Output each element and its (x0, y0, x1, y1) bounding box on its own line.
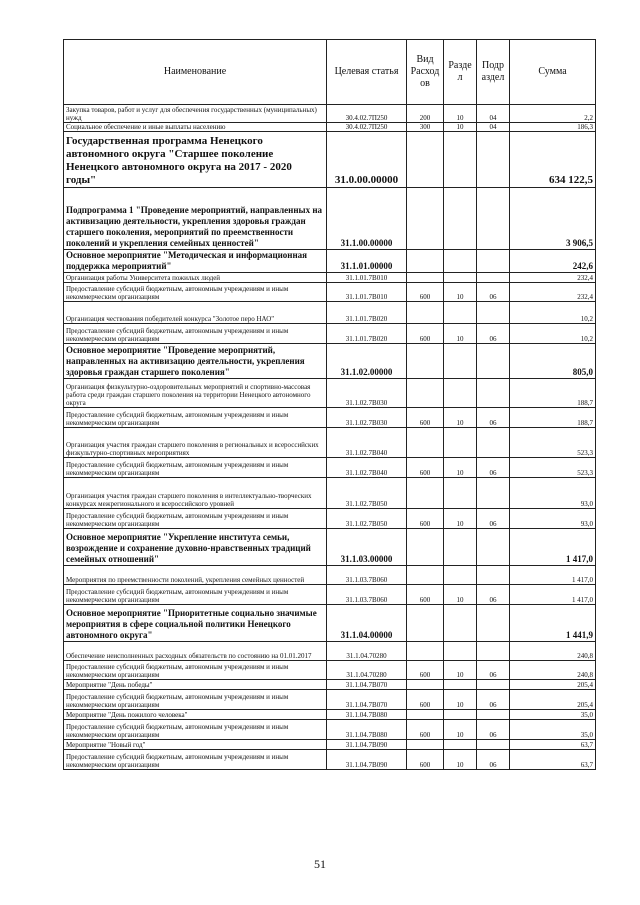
cell-code: 31.1.02.7В050 (327, 478, 407, 509)
table-row (64, 690, 596, 710)
cell-razd: 10 (444, 458, 477, 478)
table-row (64, 585, 596, 605)
cell-sum: 2,2 (510, 105, 596, 123)
cell-sum: 242,6 (510, 250, 596, 273)
cell-podr (477, 680, 510, 690)
cell-razd: 10 (444, 408, 477, 428)
cell-vid: 600 (407, 509, 444, 529)
cell-razd: 10 (444, 720, 477, 740)
cell-vid (407, 642, 444, 661)
table-row (64, 740, 596, 750)
table-row (64, 344, 596, 379)
cell-sum: 240,8 (510, 661, 596, 680)
cell-name: Организация физкультурно-оздоровительных мероприятий и спортивно-массовая работа среди граждан старшего поколения на территории Ненецкого автономного округа (64, 379, 327, 408)
cell-vid (407, 529, 444, 566)
table-row (64, 428, 596, 458)
cell-vid: 600 (407, 283, 444, 302)
cell-sum: 63,7 (510, 750, 596, 770)
cell-name: Мероприятие "Новый год" (64, 740, 327, 750)
cell-sum: 186,3 (510, 123, 596, 132)
cell-razd (444, 379, 477, 408)
cell-name: Подпрограмма 1 "Проведение мероприятий, направленных на активизацию деятельности, укрепления здоровья граждан старшего поколения, мероприятий по преемственности поколений и укрепления семейных ценностей" (64, 188, 327, 250)
cell-code: 31.1.04.7В070 (327, 690, 407, 710)
cell-vid: 600 (407, 750, 444, 770)
cell-vid: 300 (407, 123, 444, 132)
table-row (64, 273, 596, 283)
cell-name: Государственная программа Ненецкого автономного округа "Старшее поколение Ненецкого автономного округа на 2017 - 2020 годы" (64, 132, 327, 188)
cell-razd (444, 478, 477, 509)
header-name: Наименование (64, 40, 327, 105)
cell-code: 31.1.02.00000 (327, 344, 407, 379)
cell-code: 31.1.03.7В060 (327, 585, 407, 605)
cell-vid (407, 188, 444, 250)
cell-code: 31.1.04.7В070 (327, 680, 407, 690)
cell-sum: 93,0 (510, 478, 596, 509)
table-row (64, 509, 596, 529)
cell-name: Основное мероприятие "Методическая и информационная поддержка мероприятий" (64, 250, 327, 273)
cell-razd (444, 529, 477, 566)
cell-vid (407, 566, 444, 585)
budget-table (63, 39, 596, 770)
table-row (64, 283, 596, 302)
cell-podr: 06 (477, 661, 510, 680)
cell-sum: 232,4 (510, 283, 596, 302)
cell-name: Закупка товаров, работ и услуг для обеспечения государственных (муниципальных) нужд (64, 105, 327, 123)
cell-name: Мероприятия по преемственности поколений, укрепления семейных ценностей (64, 566, 327, 585)
cell-sum: 1 417,0 (510, 566, 596, 585)
cell-code: 31.0.00.00000 (327, 132, 407, 188)
cell-razd: 10 (444, 324, 477, 344)
cell-name: Мероприятие "День пожилого человека" (64, 710, 327, 720)
cell-razd (444, 344, 477, 379)
cell-podr: 06 (477, 750, 510, 770)
cell-sum: 188,7 (510, 408, 596, 428)
cell-name: Предоставление субсидий бюджетным, автономным учреждениям и иным некоммерческим организациям (64, 661, 327, 680)
cell-vid (407, 302, 444, 324)
cell-vid (407, 379, 444, 408)
cell-sum: 232,4 (510, 273, 596, 283)
cell-name: Предоставление субсидий бюджетным, автономным учреждениям и иным некоммерческим организациям (64, 458, 327, 478)
table-row (64, 379, 596, 408)
cell-podr: 06 (477, 283, 510, 302)
cell-podr (477, 132, 510, 188)
cell-vid: 600 (407, 324, 444, 344)
cell-razd: 10 (444, 509, 477, 529)
cell-vid: 600 (407, 585, 444, 605)
cell-code: 31.1.04.70280 (327, 642, 407, 661)
cell-podr (477, 188, 510, 250)
cell-podr (477, 379, 510, 408)
cell-name: Организация чествования победителей конкурса "Золотое перо НАО" (64, 302, 327, 324)
cell-sum: 1 417,0 (510, 529, 596, 566)
cell-code: 31.1.02.7В030 (327, 408, 407, 428)
cell-name: Предоставление субсидий бюджетным, автономным учреждениям и иным некоммерческим организациям (64, 408, 327, 428)
header-sum: Сумма (510, 40, 596, 105)
cell-razd (444, 273, 477, 283)
cell-podr (477, 344, 510, 379)
cell-razd: 10 (444, 585, 477, 605)
cell-code: 30.4.02.7П250 (327, 105, 407, 123)
header-code: Целевая статья (327, 40, 407, 105)
cell-podr (477, 642, 510, 661)
cell-code: 31.1.02.7В040 (327, 458, 407, 478)
table-row (64, 605, 596, 642)
cell-razd: 10 (444, 750, 477, 770)
cell-code: 31.1.01.7В020 (327, 324, 407, 344)
cell-name: Основное мероприятие "Проведение мероприятий, направленных на активизацию деятельности, укрепления здоровья граждан старшего поколения" (64, 344, 327, 379)
cell-vid (407, 605, 444, 642)
cell-vid: 600 (407, 661, 444, 680)
cell-vid: 200 (407, 105, 444, 123)
cell-sum: 10,2 (510, 324, 596, 344)
cell-code: 31.1.04.7В090 (327, 750, 407, 770)
cell-code: 31.1.00.00000 (327, 188, 407, 250)
cell-code: 31.1.04.70280 (327, 661, 407, 680)
cell-vid: 600 (407, 458, 444, 478)
table-row (64, 710, 596, 720)
table-row (64, 642, 596, 661)
cell-code: 31.1.04.7В080 (327, 720, 407, 740)
table-row (64, 324, 596, 344)
cell-razd (444, 302, 477, 324)
cell-podr (477, 478, 510, 509)
cell-sum: 523,3 (510, 428, 596, 458)
cell-podr (477, 428, 510, 458)
table-row (64, 566, 596, 585)
cell-razd: 10 (444, 123, 477, 132)
cell-vid (407, 740, 444, 750)
cell-sum: 205,4 (510, 680, 596, 690)
cell-code: 31.1.02.7В030 (327, 379, 407, 408)
cell-vid: 600 (407, 720, 444, 740)
cell-razd: 10 (444, 283, 477, 302)
cell-name: Предоставление субсидий бюджетным, автономным учреждениям и иным некоммерческим организациям (64, 509, 327, 529)
cell-sum: 240,8 (510, 642, 596, 661)
cell-name: Основное мероприятие "Укрепление института семьи, возрождение и сохранение духовно-нравственных традиций семейных отношений" (64, 529, 327, 566)
cell-sum: 1 441,9 (510, 605, 596, 642)
table-row (64, 680, 596, 690)
table-row (64, 478, 596, 509)
cell-sum: 188,7 (510, 379, 596, 408)
cell-sum: 93,0 (510, 509, 596, 529)
cell-code: 31.1.01.7В020 (327, 302, 407, 324)
cell-name: Предоставление субсидий бюджетным, автономным учреждениям и иным некоммерческим организациям (64, 690, 327, 710)
cell-sum: 1 417,0 (510, 585, 596, 605)
table-row (64, 408, 596, 428)
cell-vid (407, 250, 444, 273)
cell-name: Организация участия граждан старшего поколения в интеллектуально-творческих конкурсах межрегионального и всероссийского уровней (64, 478, 327, 509)
cell-code: 31.1.01.7В010 (327, 283, 407, 302)
cell-podr (477, 302, 510, 324)
cell-razd (444, 132, 477, 188)
header-vid: Вид Расход ов (407, 40, 444, 105)
cell-vid (407, 344, 444, 379)
cell-vid: 600 (407, 408, 444, 428)
cell-podr (477, 566, 510, 585)
cell-name: Предоставление субсидий бюджетным, автономным учреждениям и иным некоммерческим организациям (64, 750, 327, 770)
cell-name: Предоставление субсидий бюджетным, автономным учреждениям и иным некоммерческим организациям (64, 324, 327, 344)
budget-table-container (63, 39, 595, 770)
cell-code: 31.1.01.7В010 (327, 273, 407, 283)
cell-podr: 04 (477, 105, 510, 123)
table-row (64, 458, 596, 478)
cell-vid (407, 132, 444, 188)
cell-name: Предоставление субсидий бюджетным, автономным учреждениям и иным некоммерческим организациям (64, 283, 327, 302)
cell-name: Обеспечение неисполненных расходных обязательств по состоянию на 01.01.2017 (64, 642, 327, 661)
cell-podr (477, 605, 510, 642)
cell-razd: 10 (444, 105, 477, 123)
cell-vid: 600 (407, 690, 444, 710)
table-row (64, 750, 596, 770)
cell-podr: 06 (477, 585, 510, 605)
cell-code: 31.1.03.00000 (327, 529, 407, 566)
cell-vid (407, 273, 444, 283)
cell-razd (444, 740, 477, 750)
cell-podr (477, 740, 510, 750)
cell-razd (444, 428, 477, 458)
cell-vid (407, 428, 444, 458)
header-podr: Подр аздел (477, 40, 510, 105)
cell-vid (407, 710, 444, 720)
cell-podr: 06 (477, 408, 510, 428)
cell-razd (444, 188, 477, 250)
cell-name: Организация участия граждан старшего поколения в региональных и всероссийских физкультурно-спортивных мероприятиях (64, 428, 327, 458)
cell-podr: 06 (477, 720, 510, 740)
cell-code: 31.1.03.7В060 (327, 566, 407, 585)
table-row (64, 302, 596, 324)
cell-code: 31.1.04.7В090 (327, 740, 407, 750)
cell-razd (444, 680, 477, 690)
cell-sum: 63,7 (510, 740, 596, 750)
cell-podr: 04 (477, 123, 510, 132)
table-row (64, 529, 596, 566)
cell-code: 30.4.02.7П250 (327, 123, 407, 132)
cell-sum: 634 122,5 (510, 132, 596, 188)
header-razd: Разде л (444, 40, 477, 105)
page-number: 51 (314, 857, 326, 871)
cell-razd: 10 (444, 690, 477, 710)
cell-code: 31.1.02.7В040 (327, 428, 407, 458)
cell-sum: 523,3 (510, 458, 596, 478)
table-row (64, 123, 596, 132)
cell-razd (444, 250, 477, 273)
table-header-row (64, 40, 596, 105)
cell-code: 31.1.01.00000 (327, 250, 407, 273)
table-row (64, 132, 596, 188)
cell-razd: 10 (444, 661, 477, 680)
cell-name: Организация работы Университета пожилых людей (64, 273, 327, 283)
cell-podr (477, 250, 510, 273)
cell-name: Мероприятие "День победы" (64, 680, 327, 690)
cell-sum: 805,0 (510, 344, 596, 379)
cell-razd (444, 566, 477, 585)
cell-podr (477, 710, 510, 720)
cell-sum: 205,4 (510, 690, 596, 710)
cell-podr: 06 (477, 324, 510, 344)
cell-code: 31.1.04.00000 (327, 605, 407, 642)
cell-name: Социальное обеспечение и иные выплаты населению (64, 123, 327, 132)
cell-sum: 3 906,5 (510, 188, 596, 250)
cell-razd (444, 642, 477, 661)
cell-razd (444, 710, 477, 720)
cell-sum: 10,2 (510, 302, 596, 324)
cell-vid (407, 478, 444, 509)
cell-name: Предоставление субсидий бюджетным, автономным учреждениям и иным некоммерческим организациям (64, 720, 327, 740)
cell-podr: 06 (477, 509, 510, 529)
cell-podr (477, 529, 510, 566)
cell-podr (477, 273, 510, 283)
cell-name: Основное мероприятие "Приоритетные социально значимые мероприятия в сфере социальной политики Ненецкого автономного округа" (64, 605, 327, 642)
cell-razd (444, 605, 477, 642)
cell-sum: 35,0 (510, 720, 596, 740)
table-row (64, 720, 596, 740)
table-body (64, 105, 596, 770)
cell-name: Предоставление субсидий бюджетным, автономным учреждениям и иным некоммерческим организациям (64, 585, 327, 605)
table-row (64, 250, 596, 273)
table-row (64, 105, 596, 123)
cell-code: 31.1.02.7В050 (327, 509, 407, 529)
table-row (64, 188, 596, 250)
cell-podr: 06 (477, 458, 510, 478)
table-row (64, 661, 596, 680)
cell-vid (407, 680, 444, 690)
cell-code: 31.1.04.7В080 (327, 710, 407, 720)
cell-sum: 35,0 (510, 710, 596, 720)
cell-podr: 06 (477, 690, 510, 710)
